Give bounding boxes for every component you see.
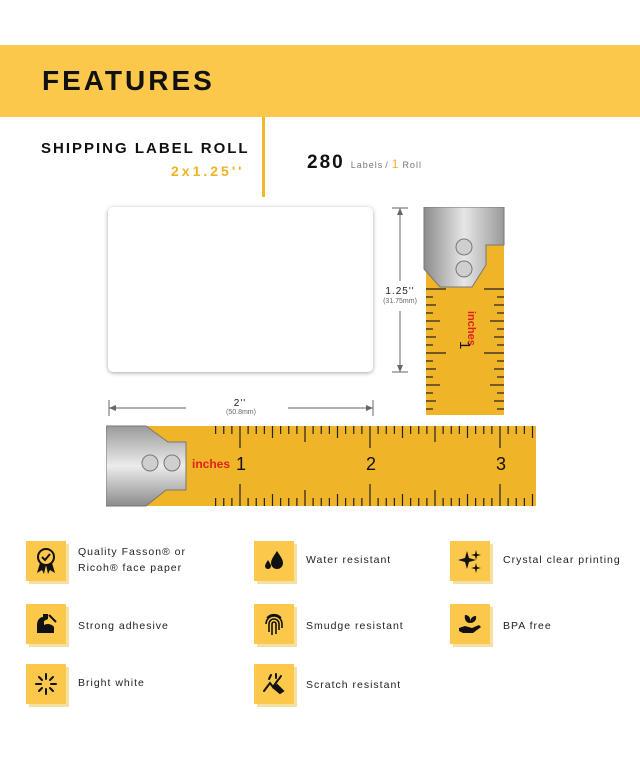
feature-quality-paper-line1: Quality Fasson® or xyxy=(78,546,187,558)
vertical-ruler-number-1: 1 xyxy=(456,341,473,350)
feature-crystal-clear-label: Crystal clear printing xyxy=(503,554,621,566)
fingerprint-icon xyxy=(254,604,294,644)
horizontal-ruler-unit: inches xyxy=(192,457,231,471)
burst-icon xyxy=(26,664,66,704)
vertical-ruler-unit: inches xyxy=(465,311,477,346)
feature-water-resistant-label: Water resistant xyxy=(306,554,392,566)
label-count xyxy=(307,152,422,174)
sparkles-icon xyxy=(450,541,490,581)
roll-count-number: 1 xyxy=(391,157,399,171)
roll-count-unit: Roll xyxy=(402,160,422,170)
height-label: 1.25'' xyxy=(385,286,415,297)
banner-title: FEATURES xyxy=(42,65,215,96)
leaf-hand-icon xyxy=(450,604,490,644)
label-count-number: 280 xyxy=(307,152,345,173)
height-mm-label: (31.75mm) xyxy=(383,298,417,305)
product-title: SHIPPING LABEL ROLL xyxy=(41,140,250,157)
feature-smudge-resistant-label: Smudge resistant xyxy=(306,620,404,632)
feature-bpa-free-label: BPA free xyxy=(503,620,552,632)
feature-scratch-resistant-label: Scratch resistant xyxy=(306,679,402,691)
horizontal-tape-measure xyxy=(106,424,540,512)
feature-strong-adhesive-label: Strong adhesive xyxy=(78,620,169,632)
width-label: 2'' xyxy=(233,398,247,409)
count-separator: / xyxy=(385,160,388,170)
feature-bright-white-label: Bright white xyxy=(78,677,145,689)
vertical-tape-measure xyxy=(416,207,508,415)
product-size: 2x1.25'' xyxy=(171,163,245,179)
features-banner xyxy=(0,45,640,117)
width-mm-label: (50.8mm) xyxy=(226,409,256,416)
horizontal-ruler-number-1: 1 xyxy=(236,454,247,474)
water-drops-icon xyxy=(254,541,294,581)
label-count-unit: Labels xyxy=(350,160,384,170)
feature-quality-paper-line2: Ricoh® face paper xyxy=(78,562,183,574)
header-divider xyxy=(262,117,265,197)
strong-arm-icon xyxy=(26,604,66,644)
label-sample xyxy=(108,207,373,372)
scratch-icon xyxy=(254,664,294,704)
horizontal-ruler-number-3: 3 xyxy=(496,454,507,474)
award-medal-icon xyxy=(26,541,66,581)
horizontal-ruler-number-2: 2 xyxy=(366,454,377,474)
